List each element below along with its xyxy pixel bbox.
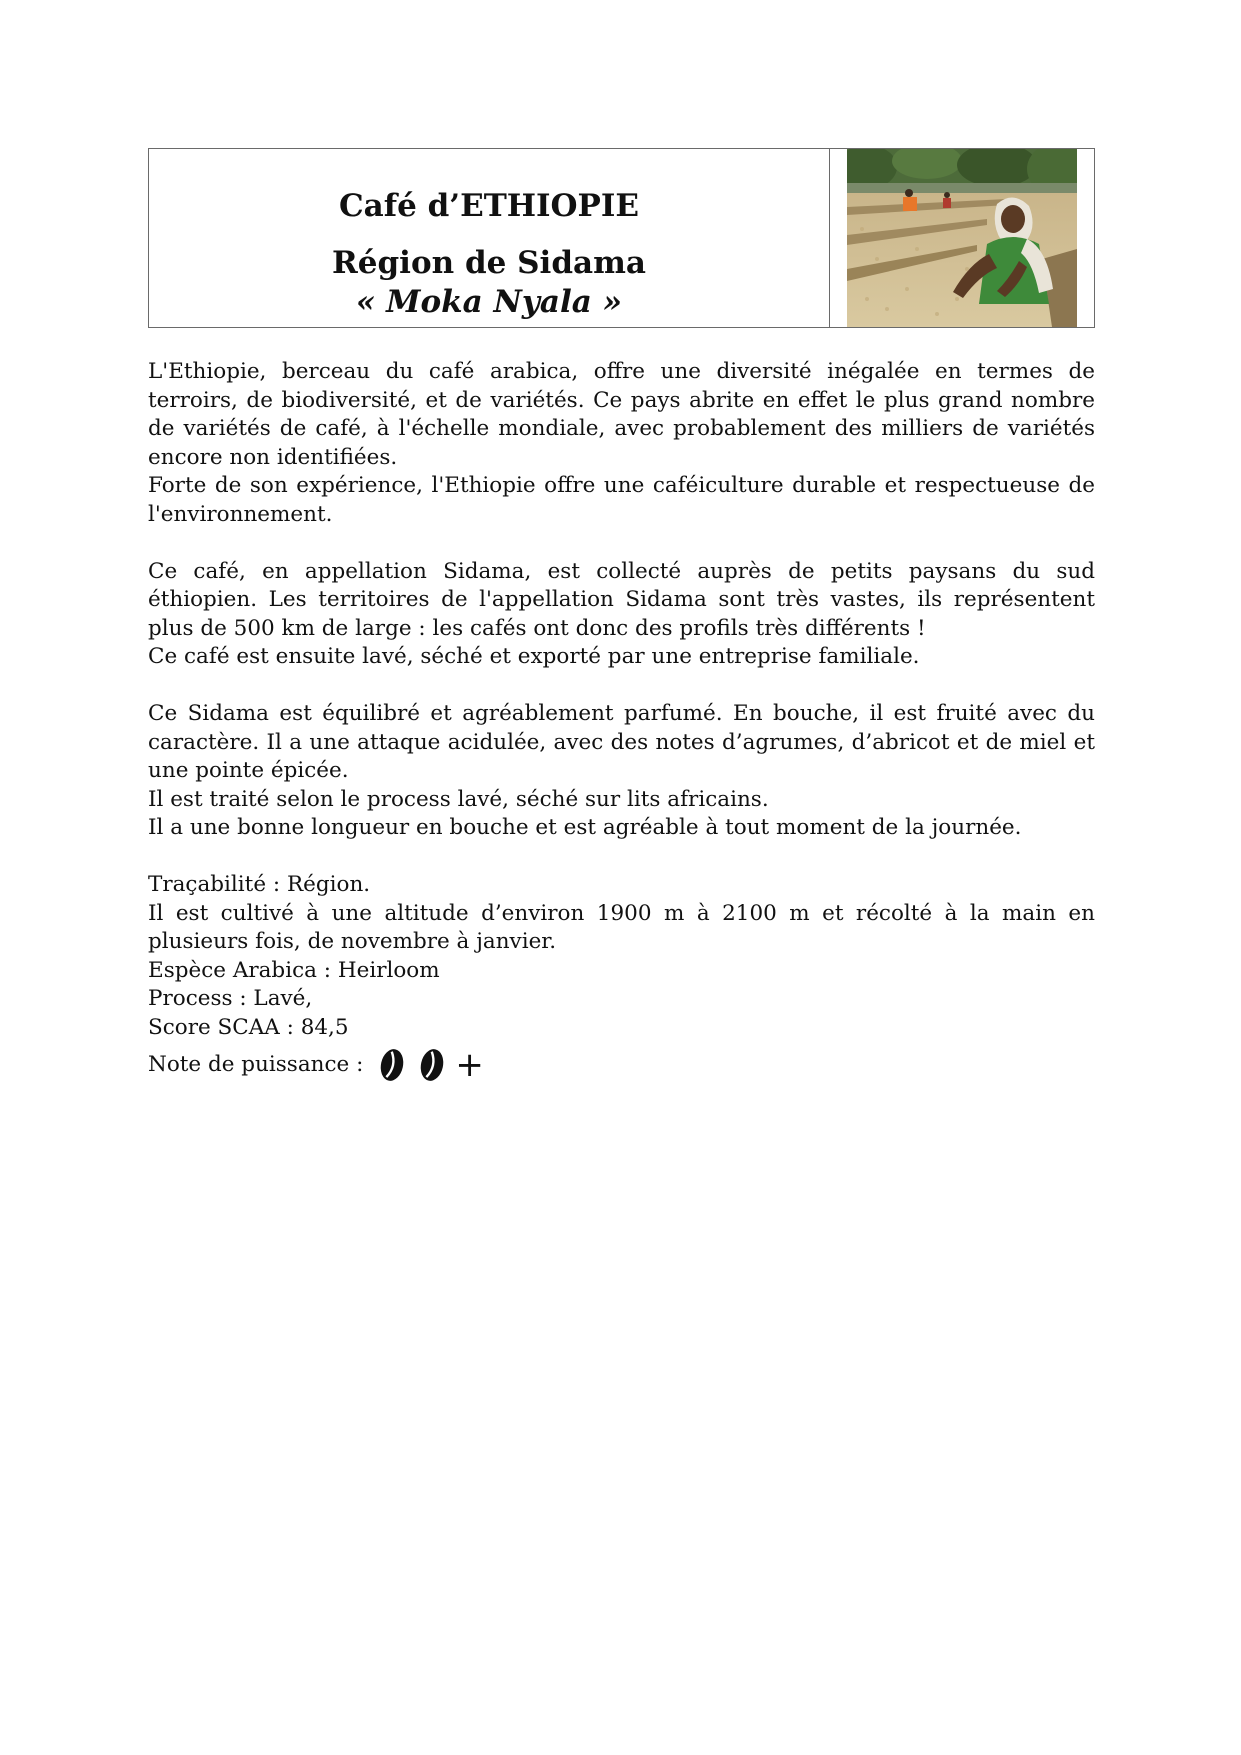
paragraph-origin: L'Ethiopie, berceau du café arabica, offre une diversité inégalée en termes de terroirs, de biodiversité, et de variétés. Ce pays abrite en effet le plus grand nombre de variétés de café, à l'échelle mondiale, avec probablement des milliers de variétés encore non identifiées.	[148, 359, 1095, 470]
title-coffee-name: « Moka Nyala »	[356, 283, 622, 320]
title-country: Café d’ETHIOPIE	[338, 188, 639, 224]
paragraph-export: Ce café est ensuite lavé, séché et exporté par une entreprise familiale.	[148, 644, 920, 669]
coffee-bean-icon	[419, 1048, 445, 1082]
detail-altitude: Il est cultivé à une altitude d’environ 1900 m à 2100 m et récolté à la main en plusieurs fois, de novembre à janvier.	[148, 900, 1095, 954]
header-title-cell	[149, 149, 830, 327]
detail-tracabilite: Traçabilité : Région.	[148, 872, 371, 897]
paragraph-tasting: Ce Sidama est équilibré et agréablement parfumé. En bouche, il est fruité avec du caractère. Il a une attaque acidulée, avec des notes d’agrumes, d’abricot et de miel et une pointe épicée.	[148, 701, 1095, 783]
paragraph-appellation: Ce café, en appellation Sidama, est collecté auprès de petits paysans du sud éthiopien. Les territoires de l'appellation Sidama sont très vastes, ils représentent plus de 500 km de large : les cafés ont donc des profils très différents !	[148, 558, 1095, 641]
coffee-bean-icon	[379, 1048, 405, 1082]
coffee-drying-photo	[847, 149, 1077, 327]
paragraph-process: Il est traité selon le process lavé, séché sur lits africains.	[148, 786, 769, 812]
header-image-cell	[830, 149, 1094, 327]
detail-score: Score SCAA : 84,5	[148, 1014, 349, 1040]
paragraph-finish: Il a une bonne longueur en bouche et est agréable à tout moment de la journée.	[148, 815, 1022, 840]
power-label: Note de puissance :	[148, 1051, 364, 1077]
power-rating	[148, 1045, 1095, 1085]
power-plus-sign: +	[455, 1045, 484, 1085]
description-body	[148, 358, 1095, 1085]
title-region: Région de Sidama	[332, 244, 646, 281]
detail-process: Process : Lavé,	[148, 986, 313, 1011]
paragraph-experience: Forte de son expérience, l'Ethiopie offre une caféiculture durable et respectueuse de l'environnement.	[148, 473, 1095, 527]
header-box	[148, 148, 1095, 328]
detail-espece: Espèce Arabica : Heirloom	[148, 957, 440, 983]
